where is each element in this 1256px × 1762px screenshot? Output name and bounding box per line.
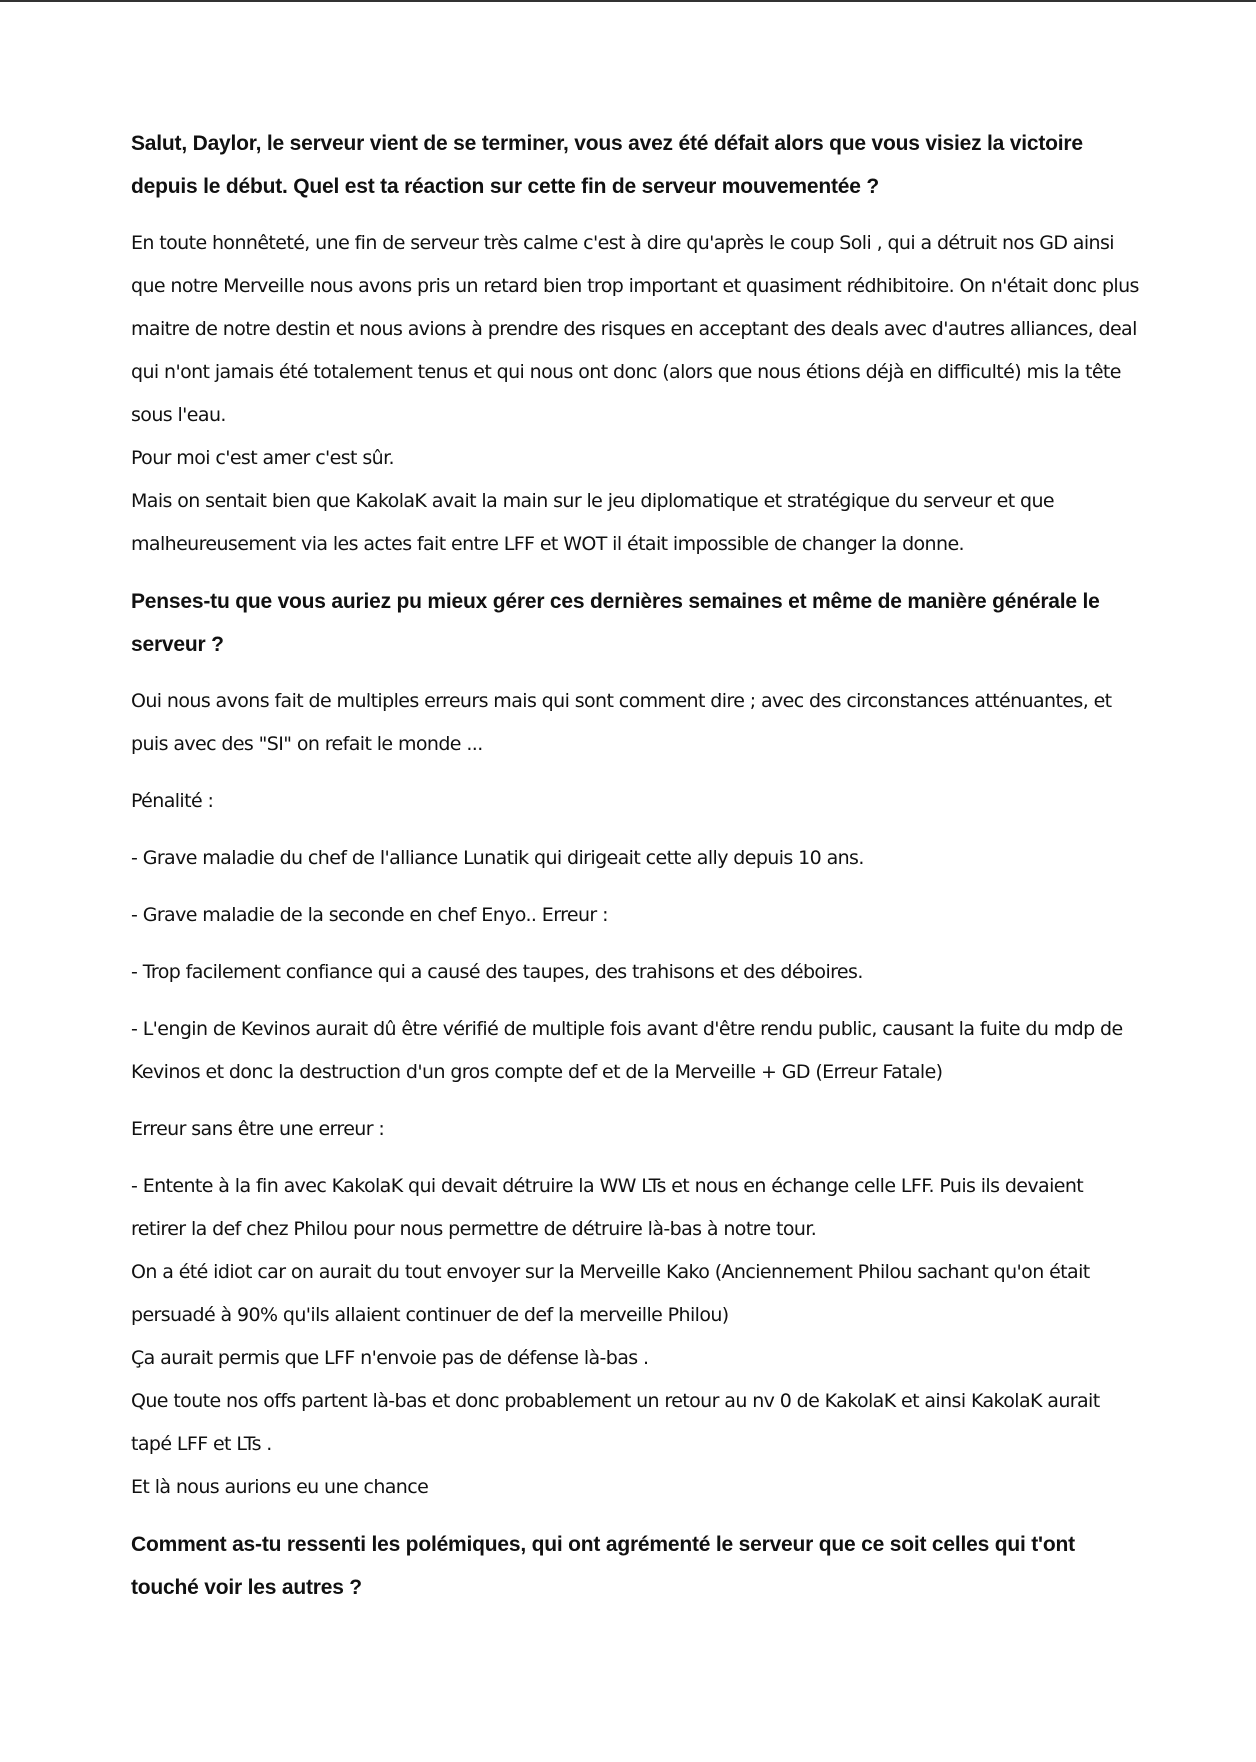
answer-2-paragraph: Pénalité : [131, 790, 214, 812]
answer-2-paragraph: Erreur sans être une erreur : [131, 1118, 385, 1140]
document-page [131, 122, 1141, 1623]
answer-2-list-item: - L'engin de Kevinos aurait dû être vérifié de multiple fois avant d'être rendu public, causant la fuite du mdp de Kevinos et donc la destruction d'un gros compte def et de la Merveille + GD (Erreur Fatale) [131, 1018, 1123, 1083]
answer-2-paragraph: On a été idiot car on aurait du tout envoyer sur la Merveille Kako (Anciennement Philou sachant qu'on était persuadé à 90% qu'ils allaient continuer de def la merveille Philou) [131, 1261, 1090, 1326]
question-1: Salut, Daylor, le serveur vient de se terminer, vous avez été défait alors que vous visiez la victoire depuis le début. Quel est ta réaction sur cette fin de serveur mouvementée ? [131, 132, 1083, 198]
answer-2-list-item: - Entente à la fin avec KakolaK qui devait détruire la WW LTs et nous en échange celle LFF. Puis ils devaient retirer la def chez Philou pour nous permettre de détruire là-bas à notre tour. [131, 1175, 1084, 1240]
answer-2-list-item: - Grave maladie du chef de l'alliance Lunatik qui dirigeait cette ally depuis 10 ans. [131, 847, 864, 869]
answer-1-paragraph: Pour moi c'est amer c'est sûr. [131, 447, 394, 469]
answer-2-list-item: - Trop facilement confiance qui a causé des taupes, des trahisons et des déboires. [131, 961, 863, 983]
answer-2-paragraph: Que toute nos offs partent là-bas et donc probablement un retour au nv 0 de KakolaK et ainsi KakolaK aurait tapé LFF et LTs . [131, 1390, 1100, 1455]
answer-1-paragraph: En toute honnêteté, une fin de serveur très calme c'est à dire qu'après le coup Soli , qui a détruit nos GD ainsi que notre Merveille nous avons pris un retard bien trop important et quasiment rédhibitoire. On n'était donc plus maitre de notre destin et nous avions à prendre des risques en acceptant des deals avec d'autres alliances, deal qui n'ont jamais été totalement tenus et qui nous ont donc (alors que nous étions déjà en difficulté) mis la tête sous l'eau. [131, 232, 1139, 426]
answer-2 [131, 680, 1141, 1509]
answer-2-paragraph: Et là nous aurions eu une chance [131, 1476, 429, 1498]
question-2: Penses-tu que vous auriez pu mieux gérer ces dernières semaines et même de manière générale le serveur ? [131, 590, 1100, 656]
answer-2-list-item: - Grave maladie de la seconde en chef Enyo.. Erreur : [131, 904, 608, 926]
question-3: Comment as-tu ressenti les polémiques, qui ont agrémenté le serveur que ce soit celles qui t'ont touché voir les autres ? [131, 1533, 1075, 1599]
answer-1-paragraph: Mais on sentait bien que KakolaK avait la main sur le jeu diplomatique et stratégique du serveur et que malheureusement via les actes fait entre LFF et WOT il était impossible de changer la donne. [131, 490, 1055, 555]
answer-1 [131, 222, 1141, 566]
answer-2-paragraph: Ça aurait permis que LFF n'envoie pas de défense là-bas . [131, 1347, 649, 1369]
top-border [0, 0, 1256, 2]
answer-2-paragraph: Oui nous avons fait de multiples erreurs mais qui sont comment dire ; avec des circonstances atténuantes, et puis avec des "SI" on refait le monde ... [131, 690, 1112, 755]
